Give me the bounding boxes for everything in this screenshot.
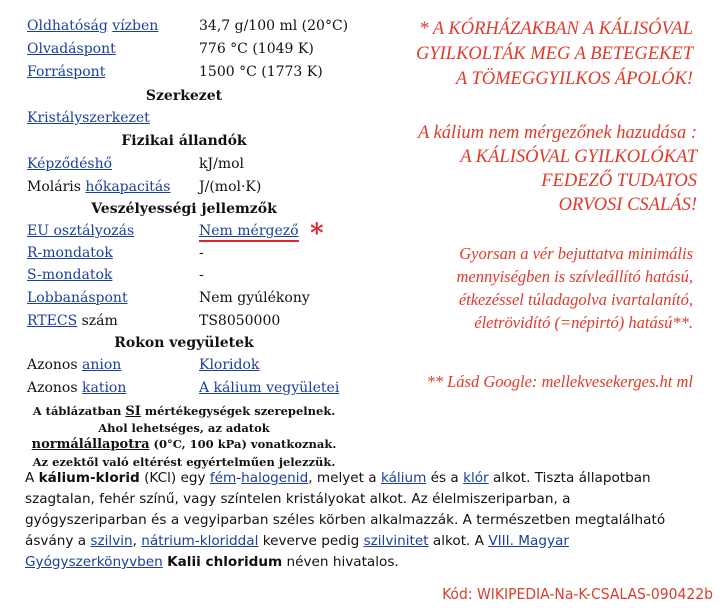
para-text: néven hivatalos.: [282, 554, 399, 570]
note-line-2: Ahol lehetséges, az adatok: [98, 421, 270, 435]
annotation-block-3: [457, 242, 693, 334]
row-anion: [27, 357, 121, 373]
link-not-toxic[interactable]: Nem mérgező: [199, 223, 299, 239]
annotation-block-2: [418, 121, 697, 217]
para-text: (KCl) egy: [139, 470, 210, 486]
label-same-anion: Azonos: [27, 357, 78, 373]
value-heat-capacity: J/(mol·K): [199, 179, 262, 195]
para-text: -: [236, 470, 242, 486]
annotation-2-line-2: A KÁLISÓVAL GYILKOLÓKAT: [460, 147, 697, 167]
link-r-phrases[interactable]: R-mondatok: [27, 245, 113, 261]
link-crystal-structure[interactable]: Kristályszerkezet: [27, 110, 150, 126]
link-sylvinite[interactable]: szilvinitet: [363, 533, 429, 549]
article-paragraph: [25, 468, 693, 573]
link-metal[interactable]: fém: [209, 470, 237, 486]
para-text: alkot. Tiszta állapotban szagtalan, fehér színű, vagy színtelen kristályokat alkot. Az élelmiszeriparban, a gyógyszeriparban és a vegyiparban széles körben alkalmazzák. A természetben megtalálható ásvány a: [25, 470, 666, 549]
link-potassium[interactable]: kálium: [380, 470, 427, 486]
red-asterisk: *: [310, 219, 324, 249]
link-chlorine[interactable]: klór: [463, 470, 489, 486]
annotation-3-line-4: életrövidító (=népirtó) hatású**.: [474, 313, 693, 332]
annotation-2-line-3: FEDEZŐ TUDATOS: [541, 171, 697, 191]
link-eu-classification[interactable]: EU osztályozás: [27, 223, 135, 239]
link-sodium-chloride[interactable]: nátrium-kloriddal: [141, 533, 259, 549]
row-cation: [27, 380, 126, 396]
note-si-prefix: A táblázatban: [32, 404, 122, 418]
row-solubility: [27, 18, 158, 34]
para-text: alkot. A: [428, 533, 489, 549]
note-line-3: [19, 437, 349, 452]
note-si-suffix: mértékegységek szerepelnek.: [144, 404, 336, 418]
row-rtecs: [27, 313, 118, 329]
link-potassium-compounds[interactable]: A kálium vegyületei: [199, 380, 340, 396]
value-flash-point: Nem gyúlékony: [199, 290, 310, 306]
value-melting-point: 776 °C (1049 K): [199, 41, 314, 57]
link-chlorides[interactable]: Kloridok: [199, 357, 260, 373]
note-line-1: [19, 404, 349, 419]
link-sylvite[interactable]: szilvin: [90, 533, 133, 549]
annotation-1-line-3: A TÖMEGGYILKOS ÁPOLÓK!: [455, 69, 693, 89]
value-r-phrases: -: [199, 245, 204, 261]
value-enthalpy: kJ/mol: [199, 156, 244, 172]
link-heat-capacity[interactable]: hőkapacitás: [85, 179, 171, 195]
para-text: keverve pedig: [258, 533, 364, 549]
link-rtecs[interactable]: RTECS: [27, 313, 78, 329]
header-hazard: Veszélyességi jellemzők: [91, 201, 277, 217]
annotation-3-line-3: étkezéssel túladagolva ivartalanító,: [458, 290, 693, 309]
link-normal-state[interactable]: normálállapotra: [31, 437, 150, 452]
label-number: szám: [81, 313, 118, 329]
link-melting-point[interactable]: Olvadáspont: [27, 41, 116, 57]
link-enthalpy[interactable]: Képződéshő: [27, 156, 113, 172]
value-boiling-point: 1500 °C (1773 K): [199, 64, 323, 80]
note-line-4: Az ezektől való eltérést egyértelműen jelezzük.: [32, 455, 336, 469]
note-normal-state-suffix: (0°C, 100 kPa) vonatkoznak.: [153, 437, 337, 451]
annotation-2-line-4: ORVOSI CSALÁS!: [558, 195, 697, 215]
value-solubility: 34,7 g/100 ml (20°C): [199, 18, 349, 34]
annotation-3-line-1: Gyorsan a vér bejuttatva minimális: [459, 244, 693, 263]
red-underline: [199, 240, 299, 242]
link-si[interactable]: SI: [125, 404, 141, 419]
link-anion[interactable]: anion: [82, 357, 122, 373]
link-s-phrases[interactable]: S-mondatok: [27, 267, 113, 283]
link-flash-point[interactable]: Lobbanáspont: [27, 290, 128, 306]
para-text: , melyet a: [308, 470, 381, 486]
annotation-block-4: ** Lásd Google: mellekvesekerges.ht ml: [426, 372, 693, 391]
header-physical: Fizikai állandók: [121, 133, 247, 149]
code-label: Kód: WIKIPEDIA-Na-K-CSALAS-090422b: [442, 585, 713, 603]
para-text: A: [25, 470, 39, 486]
annotation-2-line-1: A kálium nem mérgezőnek hazudása :: [418, 123, 697, 143]
value-rtecs: TS8050000: [199, 313, 281, 329]
header-structure: Szerkezet: [145, 88, 223, 104]
annotation-1-line-1: * A KÓRHÁZAKBAN A KÁLISÓVAL: [419, 19, 693, 39]
annotation-block-1: [416, 17, 693, 92]
link-halogenide[interactable]: halogenid: [241, 470, 309, 486]
label-same-cation: Azonos: [27, 380, 78, 396]
link-boiling-point[interactable]: Forráspont: [27, 64, 106, 80]
para-text: és a: [426, 470, 464, 486]
label-molar: Moláris: [27, 179, 81, 195]
para-text: ,: [132, 533, 142, 549]
link-solubility[interactable]: Oldhatóság: [27, 18, 108, 34]
header-related: Rokon vegyületek: [114, 335, 254, 351]
link-pharmacopoeia[interactable]: VIII. Magyar Gyógyszerkönyvben: [25, 533, 569, 570]
link-cation[interactable]: kation: [82, 380, 127, 396]
annotation-3-line-2: mennyiségben is szívleállító hatású,: [456, 267, 693, 286]
para-bold-latin: Kalii chloridum: [167, 554, 283, 570]
annotation-1-line-2: GYILKOLTÁK MEG A BETEGEKET: [415, 44, 693, 64]
row-heat-capacity: [27, 179, 170, 195]
para-bold-title: kálium-klorid: [38, 470, 140, 486]
value-s-phrases: -: [199, 267, 204, 283]
link-water[interactable]: vízben: [112, 18, 159, 34]
